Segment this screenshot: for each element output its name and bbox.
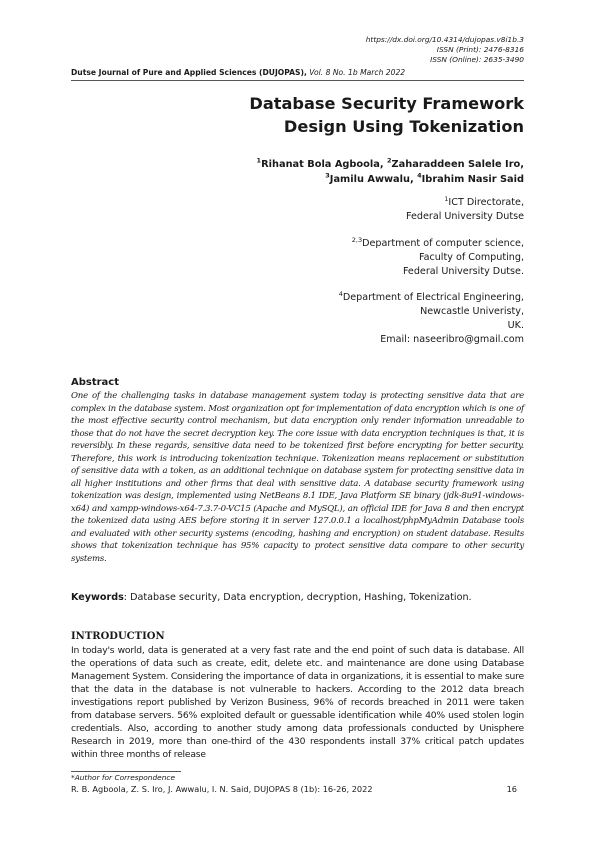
correspondence-note: *Author for Correspondence (71, 773, 176, 782)
affiliation-line: Newcastle Univeristy, (420, 306, 524, 317)
affiliation-line: ICT Directorate, (448, 197, 524, 208)
affiliation-line: Federal University Dutse. (402, 266, 524, 277)
author-line-1 (257, 157, 524, 172)
keywords-text: : Database security, Data encryption, decryption, Hashing, Tokenization. (123, 592, 472, 603)
journal-issue: Vol. 8 No. 1b March 2022 (309, 68, 406, 77)
affiliation-1 (406, 196, 524, 224)
title-line-1: Database Security Framework (249, 94, 524, 113)
author-name: Rihanat Bola Agboola, (261, 159, 387, 170)
abstract-body: One of the challenging tasks in database management system today is protecting sensitive data that are complex in the database system. Most organization opt for implementation of data encryption which is one of the most effective security control mechanism, but data encryption only render information unreadable to those that do not have the secret decryption key. The core issue with data encryption techniques is that, it is reversibly. In these regards, sensitive data need to be tokenized first before encrypting for better security. Therefore, this work is introducing tokenization technique. Tokenization means replacement or substitution of sensitive data with a token, as an additional technique on database system for protecting sensitive data in all higher institutions and other firms that deal with sensitive data. A database security framework using tokenization was design, implemented using NetBeans 8.1 IDE, Java Platform SE binary (jdk-8u91-windows-x64) and xampp-windows-x64-7.3.7-0-VC15 (Apache and MySQL), an official IDE for Java 8 and then encrypt the tokenized data using AES before storing it in server 127.0.0.1 a localhost/phpMyAdmin Database tools and evaluated with other security systems (encoding, hashing and encryption) on student database. Results shows that tokenization technique has 95% capacity to protect sensitive data compare to other security systems. (71, 391, 524, 564)
issn-print: ISSN (Print): 2476-8316 (436, 45, 524, 54)
author-line-2 (257, 172, 524, 187)
contact-email[interactable]: Email: naseeribro@gmail.com (380, 334, 524, 345)
introduction-heading: INTRODUCTION (71, 631, 165, 642)
affiliation-3 (339, 291, 524, 347)
journal-citation-line (71, 68, 405, 78)
keywords-line (71, 591, 472, 604)
affiliation-2 (352, 237, 524, 279)
introduction-body: In today's world, data is generated at a very fast rate and the end point of such data is database. All the operations of data such as create, edit, delete etc. and maintenance are done using Database Management System. Considering the importance of data in organizations, it is essential to make sure that the data in the database is not vulnerable to hackers. According to the 2012 data breach investigations report published by Verizon Business, 96% of records breached in 2011 were taken from database servers. 56% exploited default or guessable identification while 40% used stolen login credentials. Also, according to another study among data professionals conducted by Unisphere Research in 2019, more than one-third of the 430 respondents install 37% critical patch updates within three months of release (71, 645, 524, 760)
author-name: Ibrahim Nasir Said (421, 174, 524, 185)
doi-link[interactable]: https://dx.doi.org/10.4314/dujopas.v8i1b.3 (365, 35, 524, 44)
affiliation-sup: 4 (338, 289, 343, 298)
title-line-2: Design Using Tokenization (283, 117, 524, 136)
abstract-heading: Abstract (71, 377, 120, 388)
author-name: Jamilu Awwalu, (329, 174, 418, 185)
author-list (257, 157, 524, 187)
footnote-rule (71, 771, 181, 772)
affiliation-line: UK. (507, 320, 524, 331)
affiliation-line: Faculty of Computing, (418, 252, 524, 263)
journal-name: Dutse Journal of Pure and Applied Sciences (DUJOPAS), (71, 68, 307, 77)
author-sup: 3 (325, 171, 330, 180)
author-name: Zaharaddeen Salele Iro, (391, 159, 524, 170)
affiliation-sup: 1 (444, 194, 449, 203)
paper-title (249, 92, 524, 138)
page-number: 16 (506, 784, 517, 794)
keywords-label: Keywords (71, 592, 124, 603)
affiliation-line: Federal University Dutse (405, 211, 524, 222)
header-rule (71, 80, 524, 81)
citation-footer: R. B. Agboola, Z. S. Iro, J. Awwalu, I. N. Said, DUJOPAS 8 (1b): 16-26, 2022 (71, 784, 373, 794)
author-sup: 2 (387, 156, 392, 165)
issn-online: ISSN (Online): 2635-3490 (430, 55, 524, 64)
affiliation-line: Department of Electrical Engineering, (342, 292, 524, 303)
affiliation-sup: 2,3 (351, 235, 363, 244)
author-sup: 4 (417, 171, 422, 180)
affiliation-line: Department of computer science, (362, 238, 524, 249)
author-sup: 1 (256, 156, 262, 165)
